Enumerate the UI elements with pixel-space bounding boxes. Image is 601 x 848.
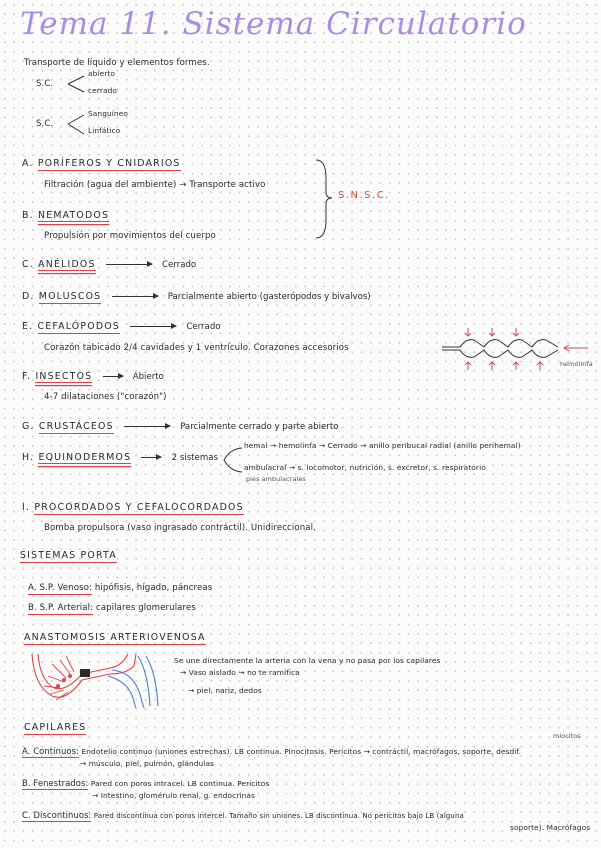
cap-item-fenestrated-sub: → Intestino, glomérulo renal, g. endocrinas — [92, 791, 255, 800]
group-h-branch-hemal: hemal → hemolinfa → Cerrado → anillo peribucal radial (anillo perihemal) — [244, 441, 521, 450]
group-a-desc: Filtración (agua del ambiente) → Transporte activo — [44, 180, 266, 190]
group-i-name: PROCORDADOS Y CEFALOCORDADOS — [34, 502, 244, 513]
group-i-letter: I. — [22, 502, 31, 513]
group-f-desc: 4-7 dilataciones ("corazón") — [44, 392, 167, 402]
arrow-icon — [103, 376, 123, 377]
group-g-heading — [22, 421, 338, 432]
group-a-letter: A. — [22, 158, 34, 169]
group-g-name: CRUSTÁCEOS — [38, 421, 114, 432]
porta-item-venous — [28, 583, 212, 593]
porta-item-venous-text: hipófisis, hígado, páncreas — [92, 583, 213, 593]
cap-item-discontinuous — [22, 810, 464, 820]
group-c-letter: C. — [22, 259, 34, 270]
group-f-letter: F. — [22, 371, 32, 382]
group-b-heading — [22, 210, 109, 221]
cap-item-discontinuous-text: Pared discontinua con poros intercel. Tamaño sin uniones. LB discontinua. No pericitos bajo LB (alguna — [91, 812, 464, 820]
group-i-heading — [22, 502, 244, 513]
group-h-branch-arrows — [222, 446, 244, 474]
cap-item-fenestrated-text: Pared con poros intracel. LB continua. Pericitos — [88, 779, 270, 788]
group-c-result: Cerrado — [162, 260, 197, 270]
group-i-desc: Bomba propulsora (vaso ingrasado contráctil). Unidireccional. — [44, 523, 316, 533]
accessory-hearts-diagram — [440, 326, 560, 372]
group-h-result: 2 sistemas — [171, 453, 218, 463]
sc2-label: S.C. — [36, 119, 54, 129]
sc1-label: S.C. — [36, 79, 54, 89]
arrow-icon — [130, 326, 176, 327]
porta-item-arterial — [28, 603, 196, 613]
group-e-letter: E. — [22, 321, 34, 332]
brace-label: S.N.S.C. — [338, 190, 390, 201]
cap-item-continuous-text: Endotelio continuo (uniones estrechas). LB continua. Pinocitosis. Pericitos → contráctil, macrófagos, soporte, desdif. — [79, 747, 522, 756]
sc1-branch-open: abierto — [88, 69, 115, 78]
cap-item-discontinuous-key: C. Discontinuos: — [22, 810, 92, 820]
group-b-name: NEMATODOS — [38, 210, 110, 221]
group-h-letter: H. — [22, 452, 35, 463]
porta-item-venous-key: A. S.P. Venoso: — [28, 583, 93, 593]
page-title: Tema 11. Sistema Circulatorio — [20, 6, 527, 42]
group-a-name: PORÍFEROS Y CNIDARIOS — [37, 158, 181, 169]
group-d-name: MOLUSCOS — [38, 291, 102, 302]
group-f-result: Abierto — [132, 372, 164, 382]
group-b-letter: B. — [22, 210, 34, 221]
cap-item-continuous — [22, 746, 521, 756]
hemolinfa-label: hemolinfa — [560, 360, 593, 368]
group-e-result: Cerrado — [186, 322, 221, 332]
group-e-name: CEFALÓPODOS — [37, 321, 120, 332]
porta-item-arterial-key: B. S.P. Arterial: — [28, 603, 94, 613]
group-g-result: Parcialmente cerrado y parte abierto — [180, 422, 339, 432]
group-f-name: INSECTOS — [35, 371, 93, 382]
sc2-branch-blood: Sanguíneo — [88, 109, 128, 118]
sc1-branch-closed: cerrado — [88, 86, 117, 95]
arrow-icon — [124, 426, 170, 427]
anast-heading — [24, 632, 206, 643]
cap-item-continuous-key: A. Continuos: — [22, 746, 80, 756]
sc2-branch-arrows — [66, 112, 88, 138]
arrow-icon — [141, 457, 161, 458]
arrow-icon — [112, 296, 158, 297]
group-b-desc: Propulsión por movimientos del cuerpo — [44, 231, 216, 241]
group-d-result: Parcialmente abierto (gasterópodos y bivalvos) — [167, 292, 371, 302]
group-h-branch-ambulacral: ambulacral → s. locomotor, nutrición, s. excretor, s. respiratorio — [244, 463, 486, 472]
sc1-branch-arrows — [66, 72, 88, 96]
arrow-icon — [106, 264, 152, 265]
cap-heading — [24, 722, 86, 733]
group-h-branch-note: pies ambulacrales — [246, 475, 306, 483]
cap-item-fenestrated — [22, 778, 269, 788]
porta-heading — [20, 550, 117, 561]
brace-icon — [314, 158, 334, 240]
cap-item-discontinuous-sub: soporte). Macrófagos — [510, 823, 591, 832]
porta-item-arterial-text: capilares glomerulares — [93, 603, 196, 613]
group-f-heading — [22, 371, 164, 382]
cap-corner-note: miocitos — [553, 732, 581, 740]
cap-item-continuous-sub: → músculo, piel, pulmón, glándulas — [80, 759, 215, 768]
group-e-desc: Corazón tabicado 2/4 cavidades y 1 ventrículo. Corazones accesorios — [44, 343, 349, 353]
group-a-heading — [22, 158, 181, 169]
sc2-branch-lymph: Linfático — [88, 126, 121, 135]
group-d-letter: D. — [22, 291, 35, 302]
anastomosis-drawing — [30, 652, 164, 710]
group-c-name: ANÉLIDOS — [38, 259, 96, 270]
porta-heading-text: SISTEMAS PORTA — [20, 550, 117, 561]
anast-line-1: Se une directamente la arteria con la vena y no pasa por los capilares — [174, 656, 441, 665]
anast-heading-text: ANASTOMOSIS ARTERIOVENOSA — [24, 632, 206, 643]
anast-line-2: → Vaso aislado → no te ramifica — [180, 668, 300, 677]
intro-line: Transporte de líquido y elementos formes. — [24, 58, 210, 68]
anast-line-3: → piel, nariz, dedos — [188, 686, 262, 695]
group-e-heading — [22, 321, 221, 332]
flow-arrow-icon — [562, 344, 590, 352]
group-c-heading — [22, 259, 196, 270]
group-g-letter: G. — [22, 421, 35, 432]
cap-heading-text: CAPILARES — [24, 722, 87, 733]
group-h-name: EQUINODERMOS — [38, 452, 132, 463]
cap-item-fenestrated-key: B. Fenestrados: — [22, 778, 89, 788]
group-h-heading — [22, 452, 218, 463]
group-d-heading — [22, 291, 371, 302]
